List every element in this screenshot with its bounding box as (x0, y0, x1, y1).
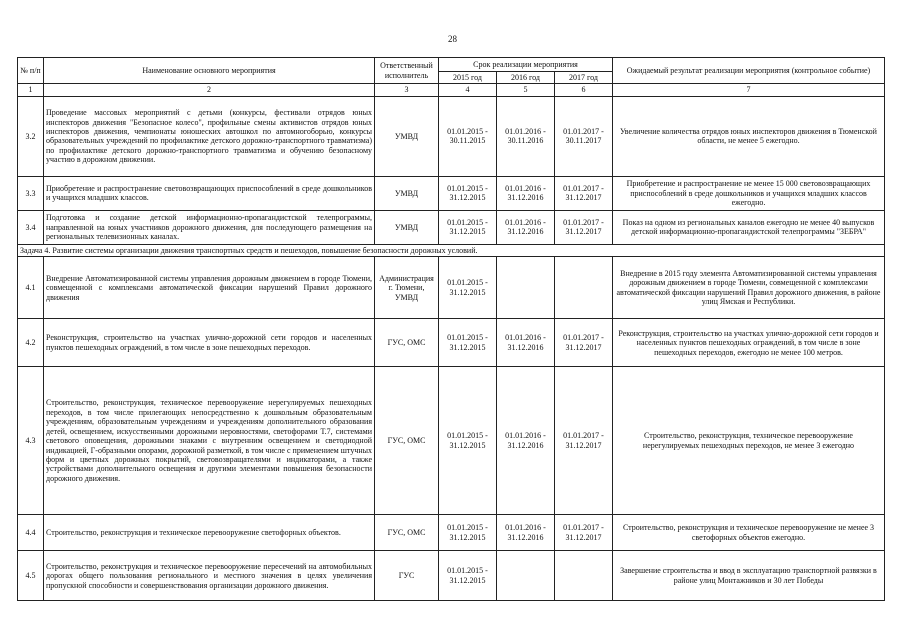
page-number: 28 (448, 34, 457, 44)
period-2017: 01.01.2017 - 31.12.2017 (555, 210, 613, 244)
activity-name: Строительство, реконструкция, техническое перевооружение нерегулируемых пешеходных переходов, в том числе прилегающих непосредственно к дошкольным образовательным учреждениям, образовательным учреждениям и учреждениям дополнительного образования детей, освещением, искусственными дорожными неровностями, светофорами Т.7, системами светового оповещения, дорожными знаками с внутренним освещением и светодиодной индикацией, Г-образными опорами, дорожной разметкой, в том числе с применением штучных форм и цветных дорожных покрытий, световозвращателями и индикаторами, а также устройствами дополнительного освещения и другими элементами повышения безопасности дорожного движения. (44, 367, 375, 515)
period-2017: 01.01.2017 - 31.12.2017 (555, 176, 613, 210)
table-body (18, 96, 885, 600)
executor: УМВД (375, 96, 439, 176)
table-row (18, 551, 885, 601)
task-4-heading: Задача 4. Развитие системы организации движения транспортных средств и пешеходов, повышение безопасности дорожных условий. (18, 244, 885, 256)
period-2016: 01.01.2016 - 31.12.2016 (497, 210, 555, 244)
period-2015: 01.01.2015 - 31.12.2015 (439, 176, 497, 210)
period-2015: 01.01.2015 - 31.12.2015 (439, 319, 497, 367)
column-index: 2 (44, 84, 375, 96)
column-index: 4 (439, 84, 497, 96)
table-row (18, 257, 885, 319)
table-row (18, 515, 885, 551)
column-index: 5 (497, 84, 555, 96)
period-2016: 01.01.2016 - 30.11.2016 (497, 96, 555, 176)
row-number: 3.2 (18, 96, 44, 176)
activity-name: Приобретение и распространение световозвращающих приспособлений в среде дошкольников и учащихся младших классов. (44, 176, 375, 210)
row-number: 4.1 (18, 257, 44, 319)
period-2017: 01.01.2017 - 30.11.2017 (555, 96, 613, 176)
period-2016 (497, 551, 555, 601)
activity-name: Подготовка и создание детской информационно-пропагандистской телепрограммы, направленной на юных участников дорожного движения, для последующего размещения на региональных телевизионных каналах. (44, 210, 375, 244)
row-number: 4.4 (18, 515, 44, 551)
expected-result: Приобретение и распространение не менее 15 000 световозвращающих приспособлений в среде дошкольников и учащихся младших классов ежегодно. (613, 176, 885, 210)
expected-result: Внедрение в 2015 году элемента Автоматизированной системы управления дорожным движением в городе Тюмени, совмещенной с комплексами автоматической фиксации нарушений Правил дорожного движения, в районе улиц Ямская и Республики. (613, 257, 885, 319)
period-2017 (555, 551, 613, 601)
period-2017: 01.01.2017 - 31.12.2017 (555, 515, 613, 551)
period-2015: 01.01.2015 - 31.12.2015 (439, 210, 497, 244)
row-number: 3.4 (18, 210, 44, 244)
header-name: Наименование основного мероприятия (44, 58, 375, 84)
task-heading-row (18, 244, 885, 256)
table-row (18, 210, 885, 244)
header-result: Ожидаемый результат реализации мероприятия (контрольное событие) (613, 58, 885, 84)
activity-name: Внедрение Автоматизированной системы управления дорожным движением в городе Тюмени, совмещенной с комплексами автоматической фиксации нарушений Правил дорожного движения (44, 257, 375, 319)
activity-name: Строительство, реконструкция и техническое перевооружение пересечений на автомобильных дорогах общего пользования регионального и местного значения в целях увеличения пропускной способности и совершенствования организации дорожного движения. (44, 551, 375, 601)
executor: УМВД (375, 210, 439, 244)
column-index: 3 (375, 84, 439, 96)
period-2016: 01.01.2016 - 31.12.2016 (497, 176, 555, 210)
expected-result: Строительство, реконструкция и техническое перевооружение не менее 3 светофорных объектов ежегодно. (613, 515, 885, 551)
executor: ГУС, ОМС (375, 515, 439, 551)
period-2015: 01.01.2015 - 31.12.2015 (439, 515, 497, 551)
period-2016: 01.01.2016 - 31.12.2016 (497, 319, 555, 367)
period-2015: 01.01.2015 - 31.12.2015 (439, 257, 497, 319)
table-row (18, 319, 885, 367)
period-2016 (497, 257, 555, 319)
period-2017 (555, 257, 613, 319)
header-year-2015: 2015 год (439, 72, 497, 84)
period-2016: 01.01.2016 - 31.12.2016 (497, 515, 555, 551)
header-executor: Ответственный исполнитель (375, 58, 439, 84)
period-2015: 01.01.2015 - 30.11.2015 (439, 96, 497, 176)
period-2016: 01.01.2016 - 31.12.2016 (497, 367, 555, 515)
plan-table (17, 57, 885, 601)
header-num: № п/п (18, 58, 44, 84)
period-2015: 01.01.2015 - 31.12.2015 (439, 367, 497, 515)
column-index: 1 (18, 84, 44, 96)
row-number: 3.3 (18, 176, 44, 210)
table-header (18, 58, 885, 97)
executor: ГУС, ОМС (375, 367, 439, 515)
activity-name: Строительство, реконструкция и техническое перевооружение светофорных объектов. (44, 515, 375, 551)
row-number: 4.5 (18, 551, 44, 601)
expected-result: Реконструкция, строительство на участках улично-дорожной сети городов и населенных пунктов пешеходных ограждений, в том числе в зоне пешеходных переходов, ежегодно не менее 100 метров. (613, 319, 885, 367)
period-2017: 01.01.2017 - 31.12.2017 (555, 319, 613, 367)
column-index: 6 (555, 84, 613, 96)
executor: ГУС (375, 551, 439, 601)
expected-result: Завершение строительства и ввод в эксплуатацию транспортной развязки в районе улиц Монтажников и 30 лет Победы (613, 551, 885, 601)
header-year-2016: 2016 год (497, 72, 555, 84)
table-row (18, 367, 885, 515)
header-year-2017: 2017 год (555, 72, 613, 84)
period-2017: 01.01.2017 - 31.12.2017 (555, 367, 613, 515)
executor: Администрация г. Тюмени, УМВД (375, 257, 439, 319)
activity-name: Реконструкция, строительство на участках улично-дорожной сети городов и населенных пунктов пешеходных ограждений, в том числе в зоне пешеходных переходов. (44, 319, 375, 367)
table-row (18, 96, 885, 176)
column-index: 7 (613, 84, 885, 96)
expected-result: Показ на одном из региональных каналов ежегодно не менее 40 выпусков детской информационно-пропагандистской телепрограммы "ЗЕБРА" (613, 210, 885, 244)
row-number: 4.2 (18, 319, 44, 367)
executor: ГУС, ОМС (375, 319, 439, 367)
header-period: Срок реализации мероприятия (439, 58, 613, 72)
row-number: 4.3 (18, 367, 44, 515)
executor: УМВД (375, 176, 439, 210)
activity-name: Проведение массовых мероприятий с детьми (конкурсы, фестивали отрядов юных инспекторов движения "Безопасное колесо", профильные смены активистов отрядов юных инспекторов движения, чемпионаты юношеских автошкол по автомногоборью, конкурсы образовательных учреждений по профилактике детского дорожно-транспортного травматизма) по профилактике детского дорожно-транспортного травматизма и обучению безопасному участию в дорожном движении. (44, 96, 375, 176)
expected-result: Строительство, реконструкция, техническое перевооружение нерегулируемых пешеходных переходов, не менее 3 ежегодно (613, 367, 885, 515)
period-2015: 01.01.2015 - 31.12.2015 (439, 551, 497, 601)
expected-result: Увеличение количества отрядов юных инспекторов движения в Тюменской области, не менее 5 ежегодно. (613, 96, 885, 176)
table-row (18, 176, 885, 210)
